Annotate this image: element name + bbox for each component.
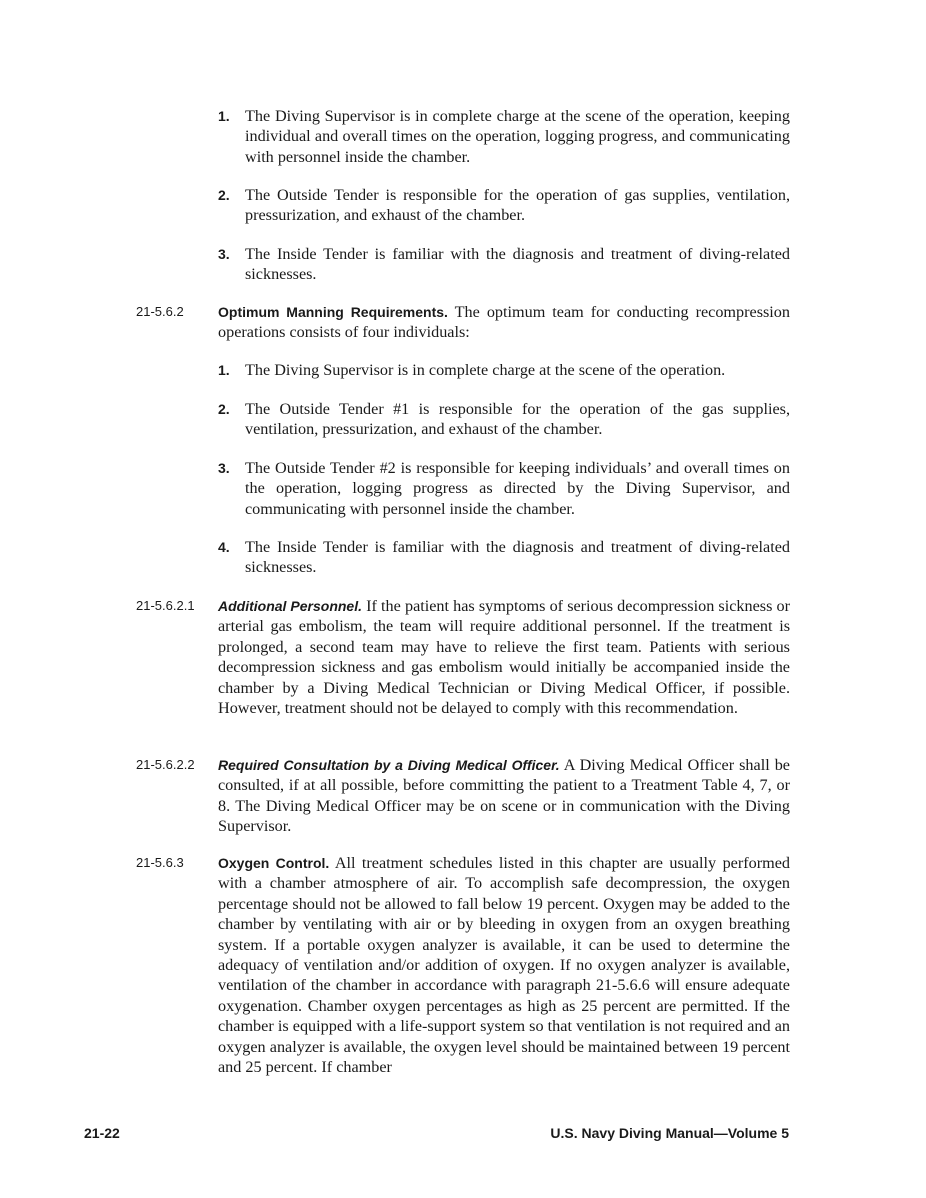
list-item-text: The Diving Supervisor is in complete charge at the scene of the operation, keeping individual and overall times on the operation, logging progress, and communicating with personnel inside the chamber. xyxy=(245,107,790,166)
section-heading: Oxygen Control. xyxy=(218,855,330,871)
list-item-text: The Diving Supervisor is in complete charge at the scene of the operation. xyxy=(245,361,726,379)
list-item xyxy=(218,458,790,519)
list-item-number: 1. xyxy=(218,362,230,378)
list-item-text: The Inside Tender is familiar with the diagnosis and treatment of diving-related sicknesses. xyxy=(245,245,790,284)
section-21-5-6-3 xyxy=(136,853,790,1077)
paragraph-number: 21-5.6.2.1 xyxy=(136,598,195,613)
section-heading: Additional Personnel. xyxy=(218,598,362,614)
paragraph-number: 21-5.6.2.2 xyxy=(136,757,195,772)
list-item xyxy=(218,537,790,578)
list-item xyxy=(218,399,790,440)
list-item-number: 3. xyxy=(218,246,230,262)
list-item-number: 2. xyxy=(218,401,230,417)
section-21-5-6-2 xyxy=(136,302,790,343)
paragraph-number: 21-5.6.2 xyxy=(136,304,184,319)
list-item-number: 2. xyxy=(218,187,230,203)
page-number: 21-22 xyxy=(84,1125,120,1141)
section-heading: Required Consultation by a Diving Medical Officer. xyxy=(218,757,560,773)
list-item-text: The Inside Tender is familiar with the diagnosis and treatment of diving-related sicknesses. xyxy=(245,538,790,577)
section-21-5-6-2-1 xyxy=(136,596,790,718)
list-item xyxy=(218,185,790,226)
list-item-number: 3. xyxy=(218,460,230,476)
manual-title: U.S. Navy Diving Manual—Volume 5 xyxy=(550,1125,789,1141)
section-text: The optimum team for conducting recompression operations consists of four individuals: xyxy=(218,303,790,342)
section-text: All treatment schedules listed in this chapter are usually performed with a chamber atmosphere of air. To accomplish safe decompression, the oxygen percentage should not be allowed to fall below 19 percent. Oxygen may be added to the chamber by ventilating with air or by bleeding in oxygen from an oxygen breathing system. If a portable oxygen analyzer is available, it can be used to determine the adequacy of ventilation and/or addition of oxygen. If no oxygen analyzer is available, ventilation of the chamber in accordance with paragraph 21-5.6.6 will ensure adequate oxygenation. Chamber oxygen percentages as high as 25 percent are permitted. If the chamber is equipped with a life-support system so that ventilation is not required and an oxygen analyzer is available, the oxygen level should be maintained between 19 percent and 25 percent. If chamber xyxy=(218,854,790,1077)
list-item-text: The Outside Tender is responsible for the operation of gas supplies, ventilation, pressurization, and exhaust of the chamber. xyxy=(245,186,790,225)
list-item xyxy=(218,360,790,380)
list-item-number: 1. xyxy=(218,108,230,124)
list-item-number: 4. xyxy=(218,539,230,555)
section-text: A Diving Medical Officer shall be consulted, if at all possible, before committing the patient to a Treatment Table 4, 7, or 8. The Diving Medical Officer may be on scene or in communication with the Diving Supervisor. xyxy=(218,756,790,836)
list-item-text: The Outside Tender #1 is responsible for the operation of the gas supplies, ventilation, pressurization, and exhaust of the chamber. xyxy=(245,400,790,439)
paragraph-number: 21-5.6.3 xyxy=(136,855,184,870)
list-item-text: The Outside Tender #2 is responsible for keeping individuals’ and overall times on the operation, logging progress as directed by the Diving Supervisor, and communicating with personnel inside the chamber. xyxy=(245,459,790,518)
list-item xyxy=(218,106,790,167)
section-text: If the patient has symptoms of serious decompression sickness or arterial gas embolism, the team will require additional personnel. If the treatment is prolonged, a second team may have to relieve the first team. Patients with serious decompression sickness and gas embolism would initially be accompanied inside the chamber by a Diving Medical Technician or Diving Medical Officer, if possible. However, treatment should not be delayed to comply with this recommendation. xyxy=(218,597,790,718)
section-heading: Optimum Manning Requirements. xyxy=(218,304,448,320)
section-21-5-6-2-2 xyxy=(136,755,790,837)
list-item xyxy=(218,244,790,285)
